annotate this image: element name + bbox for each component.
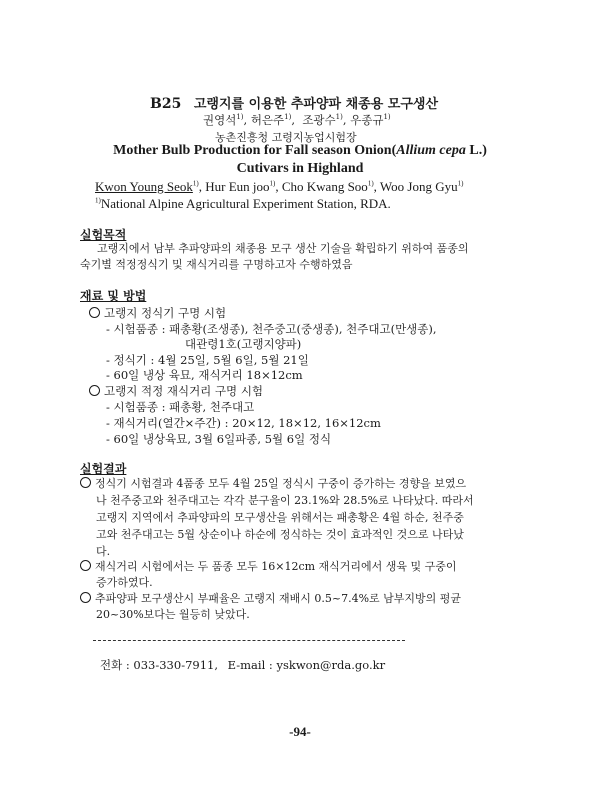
circle-bullet-icon [89,385,100,396]
method-item: - 시험품종 : 패총황(조생종), 천주중고(중생종), 천주대고(만생종), [106,322,437,336]
phone-label: 전화 : [100,658,134,672]
title-kr-text: 고랭지를 이용한 추파양파 채종용 모구생산 [193,97,439,112]
method-item: - 정식기 : 4월 25일, 5월 6일, 5월 21일 [106,353,309,367]
result-line: 재식거리 시험에서는 두 품종 모두 16×12cm 재식거리에서 생육 및 구중이 [80,560,457,574]
dashed-divider [93,640,405,641]
author-kr: 우종규 [350,113,384,127]
section-heading-results: 실험결과 [80,462,127,476]
method-item: 대관령1호(고랭지양파) [185,337,302,351]
result-line: 20~30%보다는 월등히 낮았다. [96,608,250,621]
author-en: Hur Eun joo [205,179,270,194]
objective-line: 고랭지에서 남부 추파양파의 채종용 모구 생산 기술을 확립하기 위하여 품종의 [97,242,469,255]
method-item: - 재식거리(열간×주간) : 20×12, 18×12, 16×12cm [106,416,381,430]
page-number: -94- [289,724,311,739]
author-en: Cho Kwang Soo [281,179,368,194]
title-english-line1: Mother Bulb Production for Fall season Onion(Allium cepa L.) [113,143,487,158]
method-item: - 시험품종 : 패총황, 천주대고 [106,400,255,414]
objective-line: 숙기별 적정정식기 및 재식거리를 구명하고자 수행하였음 [80,258,353,271]
author-kr: 권영석 [203,113,237,127]
result-line: 정식기 시험결과 4품종 모두 4월 25일 정식시 구중이 증가하는 경향을 보였으 [80,477,466,491]
result-line: 다. [96,545,111,558]
section-heading-objective: 실험목적 [80,228,127,242]
title-korean [150,93,438,112]
result-line: 고와 천주대고는 5월 상순이나 하순에 정식하는 것이 효과적인 것으로 나타났 [96,528,464,541]
authors-english: Kwon Young Seok$^{1)}$, Hur Eun joo$^{1)}$, Cho Kwang Soo$^{1)}$, Woo Jong Gyu$^{1)}$ [95,179,464,194]
author-en-presenter: Kwon Young Seok [95,179,193,194]
author-kr: 조광수 [302,113,336,127]
method-exp1-title: 고랭지 정식기 구명 시험 [89,305,226,321]
method-exp2-title: 고랭지 적정 재식거리 구명 시험 [89,383,263,399]
author-kr: 허은주 [250,113,285,127]
section-heading-methods: 재료 및 방법 [80,289,147,303]
paper-code: B25 [150,96,182,112]
author-en: Woo Jong Gyu [379,179,458,194]
phone-number: 033-330-7911, [133,658,218,672]
species-name: Allium cepa [396,143,466,158]
result-line: 증가하였다. [96,576,153,589]
method-item: - 60일 냉상육묘, 3월 6일파종, 5월 6일 정식 [106,432,332,446]
circle-bullet-icon [80,592,91,603]
title-english-line2: Cutivars in Highland [236,161,364,176]
contact-line [100,657,385,673]
authors-korean: 권영석$^{1)}$, 허은주$^{1)}$, 조광수$^{1)}$, 우종규$^{1)}$ [203,113,391,127]
result-line: 나 천주중고와 천주대고는 각각 분구율이 23.1%와 28.5%로 나타났다. 따라서 [96,494,474,507]
result-line: 고랭지 지역에서 추파양파의 모구생산을 위해서는 패총황은 4월 하순, 천주중 [96,511,464,524]
affiliation-korean: 농촌진흥청 고령지농업시험장 [215,131,357,144]
email-label: E-mail : [227,658,277,672]
result-line: 추파양파 모구생산시 부패율은 고랭지 재배시 0.5~7.4%로 남부지방의 평균 [80,592,461,606]
circle-bullet-icon [80,477,91,488]
method-item: - 60일 냉상 육묘, 재식거리 18×12cm [106,368,303,382]
affiliation-english: $^{1)}$National Alpine Agricultural Experiment Station, RDA. [95,196,391,211]
circle-bullet-icon [80,560,91,571]
email-address[interactable]: yskwon@rda.go.kr [276,658,386,672]
circle-bullet-icon [89,307,100,318]
